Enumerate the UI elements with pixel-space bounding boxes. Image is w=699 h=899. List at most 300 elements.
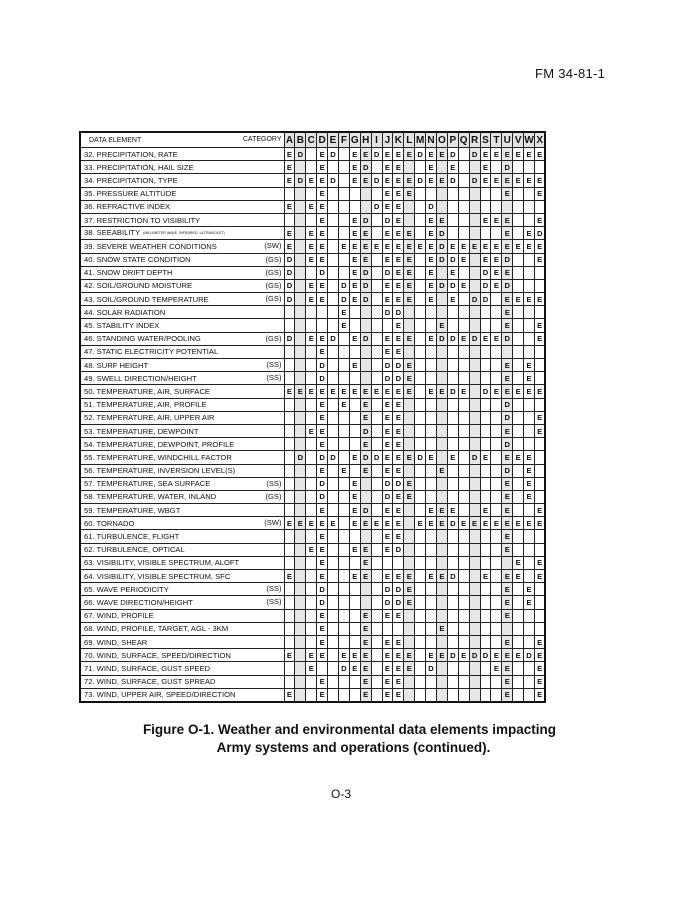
rating-cell [458, 398, 469, 411]
rating-cell [458, 675, 469, 688]
data-element-label: 43. SOIL/GROUND TEMPERATURE [84, 294, 209, 304]
rating-cell: E [426, 148, 437, 161]
rating-cell [284, 622, 295, 635]
rating-cell [447, 662, 458, 675]
rating-cell: E [436, 213, 447, 226]
rating-cell: E [524, 451, 535, 464]
rating-cell: E [393, 504, 404, 517]
rating-cell [382, 319, 393, 332]
rating-cell: E [393, 570, 404, 583]
rating-cell [338, 477, 349, 490]
rating-cell: E [393, 490, 404, 503]
rating-cell [480, 306, 491, 319]
rating-cell: D [480, 649, 491, 662]
rating-cell: E [360, 570, 371, 583]
rating-cell: D [469, 293, 480, 306]
rating-cell [534, 530, 545, 543]
rating-cell [436, 411, 447, 424]
rating-cell [436, 359, 447, 372]
rating-cell: E [534, 504, 545, 517]
rating-cell [524, 319, 535, 332]
rating-cell: E [426, 266, 437, 279]
rating-cell [306, 570, 317, 583]
rating-cell [436, 675, 447, 688]
data-element-heading: DATA ELEMENT [89, 136, 142, 144]
rating-cell: E [306, 227, 317, 240]
rating-cell [404, 411, 415, 424]
rating-cell [371, 464, 382, 477]
rating-cell: E [338, 240, 349, 253]
data-element-label: 63. VISIBILITY, VISIBLE SPECTRUM, ALOFT [84, 558, 240, 568]
rating-cell [458, 319, 469, 332]
rating-cell [491, 570, 502, 583]
rating-cell [513, 253, 524, 266]
table-row [80, 464, 545, 477]
rating-cell [338, 517, 349, 530]
rating-cell: E [447, 240, 458, 253]
rating-cell [524, 279, 535, 292]
rating-cell [349, 345, 360, 358]
rating-cell [426, 543, 437, 556]
category-heading: CATEGORY [242, 136, 282, 143]
rating-cell [306, 556, 317, 569]
rating-cell: E [360, 517, 371, 530]
rating-cell [371, 227, 382, 240]
rating-cell [349, 411, 360, 424]
rating-cell [371, 649, 382, 662]
rating-cell [284, 477, 295, 490]
rating-cell: E [338, 319, 349, 332]
rating-cell [306, 148, 317, 161]
rating-cell [306, 504, 317, 517]
rating-cell [469, 530, 480, 543]
rating-cell: E [371, 240, 382, 253]
data-element-grid [79, 131, 546, 703]
rating-cell [349, 372, 360, 385]
rating-cell [360, 477, 371, 490]
rating-cell [404, 504, 415, 517]
rating-cell [328, 306, 339, 319]
rating-cell [458, 543, 469, 556]
rating-cell [502, 556, 513, 569]
data-element-name [80, 240, 284, 253]
rating-cell [338, 543, 349, 556]
rating-cell [306, 635, 317, 648]
rating-cell [491, 227, 502, 240]
rating-cell [349, 464, 360, 477]
rating-cell [513, 332, 524, 345]
rating-cell: D [382, 596, 393, 609]
rating-cell: E [447, 161, 458, 174]
rating-cell [469, 464, 480, 477]
data-element-label: 57. TEMPERATURE, SEA SURFACE [84, 479, 211, 489]
table-row [80, 688, 545, 702]
rating-cell: E [502, 174, 513, 187]
rating-cell: E [404, 279, 415, 292]
rating-cell [491, 675, 502, 688]
rating-cell: E [317, 161, 328, 174]
rating-cell [338, 213, 349, 226]
rating-cell: E [338, 649, 349, 662]
rating-cell [426, 359, 437, 372]
rating-cell: D [360, 266, 371, 279]
data-element-name [80, 517, 284, 530]
data-element-label: 71. WIND, SURFACE, GUST SPEED [84, 663, 211, 673]
column-header-c: C [306, 132, 317, 148]
rating-cell: E [317, 148, 328, 161]
rating-cell: D [534, 227, 545, 240]
data-element-label: 37. RESTRICTION TO VISIBILITY [84, 215, 201, 225]
rating-cell: E [393, 464, 404, 477]
data-element-label: 68. WIND, PROFILE, TARGET, AGL - 3KM [84, 624, 229, 634]
rating-cell [436, 477, 447, 490]
rating-cell [360, 306, 371, 319]
column-header-k: K [393, 132, 404, 148]
rating-cell [480, 675, 491, 688]
table-row [80, 359, 545, 372]
rating-cell [480, 464, 491, 477]
data-element-note: (MILLIMETER WAVE, INFRARED, ULTRAVIOLET) [143, 230, 225, 235]
rating-cell [458, 635, 469, 648]
rating-cell [295, 570, 306, 583]
rating-cell: E [360, 174, 371, 187]
rating-cell: E [349, 477, 360, 490]
rating-cell [534, 490, 545, 503]
rating-cell [415, 490, 426, 503]
rating-cell [469, 583, 480, 596]
rating-cell [491, 398, 502, 411]
rating-cell: E [491, 240, 502, 253]
rating-cell [458, 266, 469, 279]
rating-cell [284, 662, 295, 675]
rating-cell: E [426, 253, 437, 266]
page-reference: FM 34-81-1 [535, 66, 606, 81]
rating-cell: D [338, 279, 349, 292]
rating-cell [349, 530, 360, 543]
rating-cell [426, 477, 437, 490]
rating-cell: D [393, 596, 404, 609]
table-row [80, 490, 545, 503]
rating-cell [513, 596, 524, 609]
rating-cell [426, 556, 437, 569]
rating-cell [295, 477, 306, 490]
rating-cell: E [382, 385, 393, 398]
rating-cell [338, 570, 349, 583]
data-element-name [80, 161, 284, 174]
rating-cell [502, 200, 513, 213]
rating-cell: D [360, 504, 371, 517]
page-number: O-3 [330, 787, 351, 801]
rating-cell [284, 372, 295, 385]
rating-cell [447, 345, 458, 358]
rating-cell [458, 477, 469, 490]
rating-cell [426, 319, 437, 332]
data-element-name [80, 398, 284, 411]
rating-cell [534, 306, 545, 319]
rating-cell: E [436, 148, 447, 161]
rating-cell: E [382, 464, 393, 477]
data-element-name [80, 200, 284, 213]
rating-cell: E [317, 174, 328, 187]
rating-cell: E [393, 332, 404, 345]
rating-cell [306, 609, 317, 622]
table-row [80, 662, 545, 675]
rating-cell [284, 359, 295, 372]
rating-cell: E [534, 240, 545, 253]
rating-cell [360, 319, 371, 332]
rating-cell: E [426, 451, 437, 464]
rating-cell [317, 306, 328, 319]
rating-cell: E [393, 398, 404, 411]
rating-cell: E [317, 517, 328, 530]
rating-cell [404, 306, 415, 319]
data-element-label: 35. PRESSURE ALTITUDE [84, 189, 177, 199]
rating-cell [338, 332, 349, 345]
rating-cell [371, 306, 382, 319]
data-element-name [80, 570, 284, 583]
category-tag: (SS) [266, 584, 282, 594]
rating-cell [513, 200, 524, 213]
rating-cell: D [360, 424, 371, 437]
table-body [80, 148, 545, 702]
rating-cell [513, 319, 524, 332]
rating-cell [513, 543, 524, 556]
rating-cell: E [349, 293, 360, 306]
rating-cell: E [306, 543, 317, 556]
data-element-table [79, 131, 546, 703]
rating-cell [447, 583, 458, 596]
rating-cell [338, 688, 349, 702]
rating-cell [480, 372, 491, 385]
rating-cell: E [349, 662, 360, 675]
rating-cell [295, 609, 306, 622]
data-element-label: 46. STANDING WATER/POOLING [84, 334, 201, 344]
rating-cell: E [426, 174, 437, 187]
rating-cell: E [491, 279, 502, 292]
rating-cell: E [447, 293, 458, 306]
rating-cell: E [360, 464, 371, 477]
rating-cell [328, 438, 339, 451]
rating-cell [491, 451, 502, 464]
rating-cell [284, 319, 295, 332]
rating-cell [404, 688, 415, 702]
rating-cell [524, 424, 535, 437]
rating-cell: D [393, 477, 404, 490]
rating-cell [480, 609, 491, 622]
rating-cell: E [317, 464, 328, 477]
rating-cell [513, 530, 524, 543]
rating-cell [284, 543, 295, 556]
rating-cell [284, 609, 295, 622]
rating-cell: E [426, 570, 437, 583]
rating-cell: E [338, 306, 349, 319]
rating-cell: E [524, 490, 535, 503]
data-element-label: 50. TEMPERATURE, AIR, SURFACE [84, 386, 210, 396]
rating-cell [284, 187, 295, 200]
rating-cell: E [360, 253, 371, 266]
rating-cell [491, 464, 502, 477]
rating-cell: E [415, 517, 426, 530]
rating-cell: E [382, 570, 393, 583]
table-row [80, 253, 545, 266]
rating-cell [306, 596, 317, 609]
rating-cell [436, 556, 447, 569]
table-row [80, 200, 545, 213]
rating-cell [513, 688, 524, 702]
rating-cell: E [502, 359, 513, 372]
rating-cell [524, 556, 535, 569]
rating-cell: E [317, 570, 328, 583]
rating-cell [328, 662, 339, 675]
column-header-i: I [371, 132, 382, 148]
rating-cell [458, 200, 469, 213]
rating-cell: E [382, 635, 393, 648]
rating-cell [328, 411, 339, 424]
data-element-label: 48. SURF HEIGHT [84, 360, 149, 370]
rating-cell: E [426, 332, 437, 345]
rating-cell [458, 293, 469, 306]
rating-cell: E [360, 543, 371, 556]
rating-cell: E [393, 675, 404, 688]
rating-cell [371, 359, 382, 372]
rating-cell: E [338, 398, 349, 411]
rating-cell [469, 372, 480, 385]
rating-cell: E [513, 293, 524, 306]
rating-cell: E [393, 240, 404, 253]
table-row [80, 240, 545, 253]
rating-cell: E [502, 293, 513, 306]
category-tag: (SS) [266, 597, 282, 607]
rating-cell [491, 187, 502, 200]
data-element-name [80, 148, 284, 161]
rating-cell: E [436, 319, 447, 332]
rating-cell [371, 504, 382, 517]
rating-cell: D [480, 293, 491, 306]
rating-cell: E [534, 385, 545, 398]
data-element-label: 70. WIND, SURFACE, SPEED/DIRECTION [84, 650, 231, 660]
rating-cell [524, 200, 535, 213]
category-tag: (GS) [265, 254, 282, 264]
rating-cell: E [317, 332, 328, 345]
rating-cell [426, 411, 437, 424]
rating-cell: E [349, 161, 360, 174]
rating-cell: D [415, 148, 426, 161]
rating-cell [295, 345, 306, 358]
rating-cell: E [491, 649, 502, 662]
table-row [80, 385, 545, 398]
data-element-label: 38. SEEABILITY [84, 228, 141, 238]
rating-cell [513, 662, 524, 675]
rating-cell [491, 622, 502, 635]
rating-cell: E [404, 583, 415, 596]
column-header-j: J [382, 132, 393, 148]
header-row [80, 132, 545, 148]
rating-cell: E [317, 200, 328, 213]
caption-line-2: Army systems and operations (continued). [216, 740, 491, 755]
rating-cell [513, 438, 524, 451]
rating-cell [415, 345, 426, 358]
rating-cell: E [426, 649, 437, 662]
rating-cell [404, 675, 415, 688]
rating-cell [491, 438, 502, 451]
rating-cell [469, 596, 480, 609]
rating-cell [447, 359, 458, 372]
rating-cell: E [491, 174, 502, 187]
rating-cell: E [491, 332, 502, 345]
rating-cell: E [404, 187, 415, 200]
rating-cell [415, 675, 426, 688]
rating-cell: D [502, 438, 513, 451]
rating-cell [469, 161, 480, 174]
rating-cell: E [524, 477, 535, 490]
rating-cell [306, 187, 317, 200]
table-row [80, 411, 545, 424]
rating-cell [371, 609, 382, 622]
rating-cell: E [502, 570, 513, 583]
rating-cell [415, 583, 426, 596]
table-row [80, 570, 545, 583]
rating-cell [524, 609, 535, 622]
rating-cell: E [393, 266, 404, 279]
rating-cell [524, 438, 535, 451]
rating-cell: E [393, 411, 404, 424]
table-row [80, 675, 545, 688]
rating-cell: E [404, 332, 415, 345]
rating-cell [447, 596, 458, 609]
rating-cell [513, 187, 524, 200]
rating-cell: E [513, 451, 524, 464]
rating-cell: D [360, 279, 371, 292]
rating-cell: E [317, 649, 328, 662]
rating-cell [524, 161, 535, 174]
rating-cell: E [349, 253, 360, 266]
rating-cell [469, 359, 480, 372]
rating-cell: E [426, 504, 437, 517]
rating-cell [360, 596, 371, 609]
rating-cell: E [349, 517, 360, 530]
rating-cell [328, 530, 339, 543]
rating-cell [534, 583, 545, 596]
rating-cell: D [502, 161, 513, 174]
rating-cell [513, 583, 524, 596]
rating-cell [458, 359, 469, 372]
rating-cell [371, 675, 382, 688]
rating-cell [338, 411, 349, 424]
rating-cell: E [349, 279, 360, 292]
rating-cell [306, 372, 317, 385]
rating-cell: E [447, 504, 458, 517]
rating-cell [436, 266, 447, 279]
rating-cell [360, 200, 371, 213]
rating-cell [513, 464, 524, 477]
rating-cell [458, 148, 469, 161]
data-element-label: 59. TEMPERATURE, WBGT [84, 505, 181, 515]
rating-cell: E [534, 187, 545, 200]
rating-cell [328, 477, 339, 490]
rating-cell: E [284, 688, 295, 702]
rating-cell: E [404, 266, 415, 279]
rating-cell: E [382, 662, 393, 675]
rating-cell [295, 398, 306, 411]
data-element-label: 36. REFRACTIVE INDEX [84, 202, 171, 212]
rating-cell: E [382, 649, 393, 662]
column-header-w: W [524, 132, 535, 148]
rating-cell [328, 504, 339, 517]
rating-cell: D [480, 385, 491, 398]
rating-cell: D [328, 148, 339, 161]
rating-cell [415, 570, 426, 583]
rating-cell [284, 345, 295, 358]
